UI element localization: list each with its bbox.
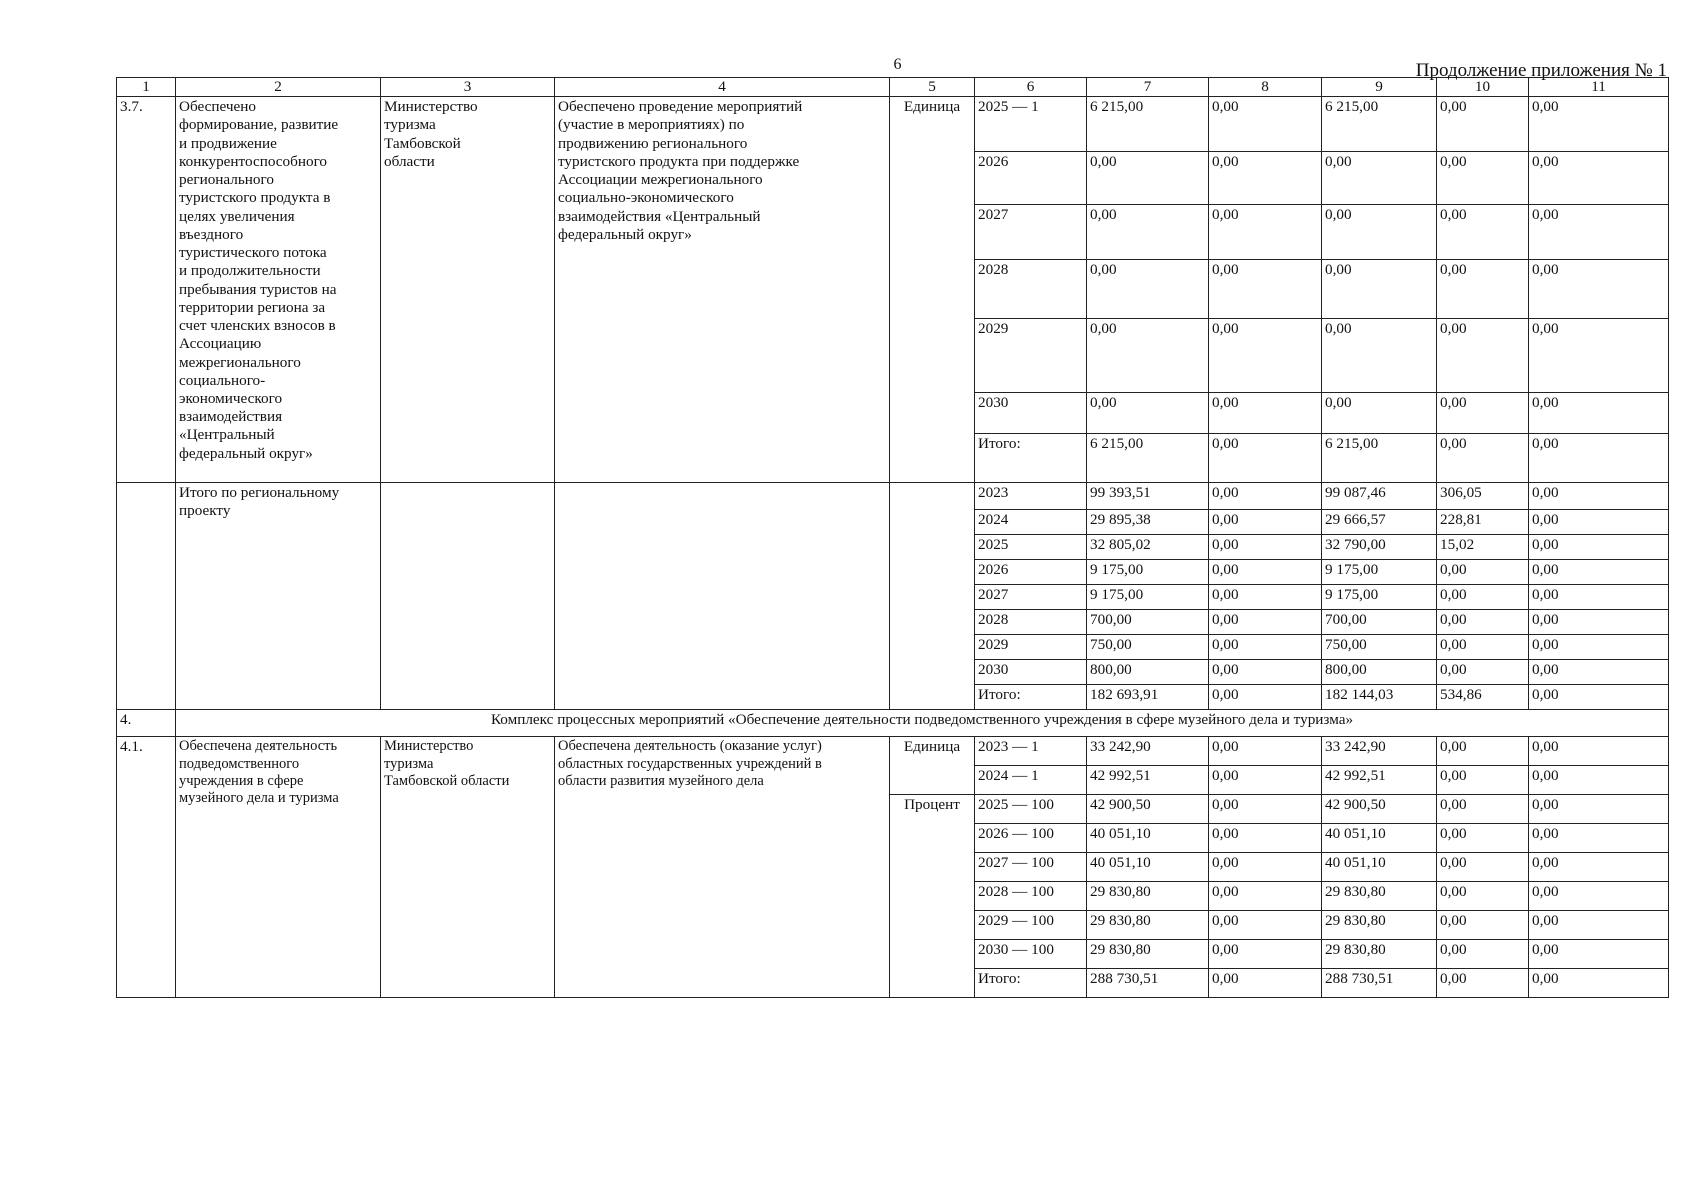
col-header: 2 <box>176 78 381 97</box>
value-cell: 0,00 <box>1529 969 1669 998</box>
col-header: 10 <box>1437 78 1529 97</box>
value-cell: 0,00 <box>1437 610 1529 635</box>
value-cell: 0,00 <box>1209 434 1322 483</box>
value-cell: 0,00 <box>1209 685 1322 710</box>
value-cell: 29 895,38 <box>1087 510 1209 535</box>
value-cell: 15,02 <box>1437 535 1529 560</box>
value-cell: 0,00 <box>1529 882 1669 911</box>
value-cell: 0,00 <box>1437 660 1529 685</box>
year-cell: 2026 <box>975 152 1087 205</box>
value-cell: 6 215,00 <box>1322 97 1437 152</box>
table-row <box>117 483 1669 510</box>
value-cell: 6 215,00 <box>1322 434 1437 483</box>
value-cell: 42 992,51 <box>1322 766 1437 795</box>
value-cell: 0,00 <box>1529 660 1669 685</box>
page-number: 6 <box>893 56 902 73</box>
col-header: 3 <box>381 78 555 97</box>
value-cell: 0,00 <box>1437 393 1529 434</box>
value-cell: 42 900,50 <box>1322 795 1437 824</box>
value-cell: 0,00 <box>1437 824 1529 853</box>
value-cell: 0,00 <box>1209 535 1322 560</box>
value-cell: 0,00 <box>1437 940 1529 969</box>
year-cell: 2026 <box>975 560 1087 585</box>
value-cell: 29 830,80 <box>1322 911 1437 940</box>
value-cell: 0,00 <box>1529 260 1669 319</box>
value-cell: 306,05 <box>1437 483 1529 510</box>
value-cell: 0,00 <box>1322 205 1437 260</box>
value-cell: 0,00 <box>1529 560 1669 585</box>
value-cell: 0,00 <box>1529 152 1669 205</box>
value-cell: 0,00 <box>1437 737 1529 766</box>
col-header: 4 <box>555 78 890 97</box>
value-cell: 0,00 <box>1322 393 1437 434</box>
col-header: 6 <box>975 78 1087 97</box>
row-number: 4. <box>117 710 176 737</box>
value-cell: 0,00 <box>1529 911 1669 940</box>
year-cell: 2030 <box>975 660 1087 685</box>
value-cell: 0,00 <box>1529 610 1669 635</box>
value-cell: 0,00 <box>1087 393 1209 434</box>
value-cell: 288 730,51 <box>1087 969 1209 998</box>
year-cell: 2025 — 100 <box>975 795 1087 824</box>
value-cell: 0,00 <box>1437 882 1529 911</box>
value-cell: 0,00 <box>1529 319 1669 393</box>
value-cell: 0,00 <box>1437 585 1529 610</box>
regional-total-label: Итого по региональному проекту <box>176 483 381 710</box>
value-cell: 0,00 <box>1437 152 1529 205</box>
value-cell: 700,00 <box>1087 610 1209 635</box>
value-cell: 9 175,00 <box>1087 560 1209 585</box>
row-number: 3.7. <box>117 97 176 483</box>
value-cell: 750,00 <box>1322 635 1437 660</box>
col-header: 5 <box>890 78 975 97</box>
value-cell: 0,00 <box>1087 152 1209 205</box>
value-cell: 0,00 <box>1529 635 1669 660</box>
value-cell: 0,00 <box>1209 660 1322 685</box>
value-cell: 0,00 <box>1209 152 1322 205</box>
year-cell: 2024 — 1 <box>975 766 1087 795</box>
year-cell: 2023 — 1 <box>975 737 1087 766</box>
value-cell: 0,00 <box>1437 635 1529 660</box>
executor: Министерство туризма Тамбовской области <box>381 737 555 998</box>
value-cell: 0,00 <box>1209 853 1322 882</box>
value-cell: 0,00 <box>1529 795 1669 824</box>
year-cell: 2024 <box>975 510 1087 535</box>
value-cell: 29 830,80 <box>1087 882 1209 911</box>
year-cell: 2027 <box>975 585 1087 610</box>
value-cell: 0,00 <box>1437 766 1529 795</box>
value-cell: 700,00 <box>1322 610 1437 635</box>
value-cell: 0,00 <box>1087 205 1209 260</box>
value-cell: 0,00 <box>1437 969 1529 998</box>
year-cell: 2028 <box>975 260 1087 319</box>
value-cell: 0,00 <box>1437 205 1529 260</box>
value-cell: 99 087,46 <box>1322 483 1437 510</box>
value-cell: 0,00 <box>1529 510 1669 535</box>
year-cell: 2023 <box>975 483 1087 510</box>
value-cell: 0,00 <box>1437 97 1529 152</box>
total-label: Итого: <box>975 969 1087 998</box>
value-cell: 0,00 <box>1437 795 1529 824</box>
value-cell: 0,00 <box>1437 434 1529 483</box>
table-row <box>117 737 1669 766</box>
value-cell: 0,00 <box>1529 766 1669 795</box>
appendix-table <box>116 77 1669 998</box>
value-cell: 0,00 <box>1209 635 1322 660</box>
value-cell: 0,00 <box>1087 260 1209 319</box>
value-cell: 0,00 <box>1209 260 1322 319</box>
value-cell: 0,00 <box>1437 560 1529 585</box>
unit: Единица <box>890 737 975 795</box>
value-cell: 0,00 <box>1209 585 1322 610</box>
section-title: Комплекс процессных мероприятий «Обеспечение деятельности подведомственного учреждения в сфере музейного дела и туризма» <box>176 710 1669 737</box>
result-description <box>555 483 890 710</box>
total-label: Итого: <box>975 685 1087 710</box>
value-cell: 40 051,10 <box>1087 853 1209 882</box>
unit: Единица <box>890 97 975 483</box>
value-cell: 0,00 <box>1529 205 1669 260</box>
value-cell: 0,00 <box>1209 969 1322 998</box>
unit: Процент <box>890 795 975 998</box>
year-cell: 2027 <box>975 205 1087 260</box>
year-cell: 2029 — 100 <box>975 911 1087 940</box>
value-cell: 0,00 <box>1529 393 1669 434</box>
value-cell: 0,00 <box>1529 535 1669 560</box>
value-cell: 9 175,00 <box>1322 560 1437 585</box>
activity-name: Обеспечена деятельность подведомственного учреждения в сфере музейного дела и туризма <box>176 737 381 998</box>
year-cell: 2025 — 1 <box>975 97 1087 152</box>
value-cell: 228,81 <box>1437 510 1529 535</box>
executor <box>381 483 555 710</box>
value-cell: 9 175,00 <box>1322 585 1437 610</box>
value-cell: 0,00 <box>1209 610 1322 635</box>
value-cell: 0,00 <box>1529 434 1669 483</box>
value-cell: 40 051,10 <box>1322 853 1437 882</box>
value-cell: 0,00 <box>1209 766 1322 795</box>
value-cell: 0,00 <box>1209 393 1322 434</box>
col-header: 9 <box>1322 78 1437 97</box>
value-cell: 182 144,03 <box>1322 685 1437 710</box>
value-cell: 0,00 <box>1209 483 1322 510</box>
total-label: Итого: <box>975 434 1087 483</box>
value-cell: 0,00 <box>1087 319 1209 393</box>
value-cell: 0,00 <box>1209 795 1322 824</box>
year-cell: 2025 <box>975 535 1087 560</box>
col-header: 7 <box>1087 78 1209 97</box>
value-cell: 0,00 <box>1209 940 1322 969</box>
value-cell: 42 900,50 <box>1087 795 1209 824</box>
value-cell: 0,00 <box>1529 853 1669 882</box>
result-description: Обеспечено проведение мероприятий (участие в мероприятиях) по продвижению регионального туристского продукта при поддержке Ассоциации межрегионального социально-экономического взаимодействия «Центральный федеральный округ» <box>555 97 890 483</box>
value-cell: 0,00 <box>1209 510 1322 535</box>
value-cell: 534,86 <box>1437 685 1529 710</box>
activity-name: Обеспечено формирование, развитие и продвижение конкурентоспособного регионального туристского продукта в целях увеличения въездного туристического потока и продолжительности пребывания туристов на территории региона за счет членских взносов в Ассоциацию межрегионального социального- экономического взаимодействия «Центральный федеральный округ» <box>176 97 381 483</box>
value-cell: 0,00 <box>1437 260 1529 319</box>
value-cell: 29 830,80 <box>1087 911 1209 940</box>
value-cell: 800,00 <box>1322 660 1437 685</box>
year-cell: 2030 <box>975 393 1087 434</box>
row-number <box>117 483 176 710</box>
value-cell: 99 393,51 <box>1087 483 1209 510</box>
row-number: 4.1. <box>117 737 176 998</box>
col-header: 8 <box>1209 78 1322 97</box>
value-cell: 29 830,80 <box>1322 940 1437 969</box>
value-cell: 0,00 <box>1209 205 1322 260</box>
value-cell: 0,00 <box>1529 737 1669 766</box>
value-cell: 0,00 <box>1209 911 1322 940</box>
value-cell: 0,00 <box>1209 882 1322 911</box>
value-cell: 29 666,57 <box>1322 510 1437 535</box>
result-description: Обеспечена деятельность (оказание услуг) областных государственных учреждений в области развития музейного дела <box>555 737 890 998</box>
value-cell: 800,00 <box>1087 660 1209 685</box>
value-cell: 0,00 <box>1209 737 1322 766</box>
year-cell: 2028 <box>975 610 1087 635</box>
value-cell: 182 693,91 <box>1087 685 1209 710</box>
value-cell: 0,00 <box>1437 853 1529 882</box>
value-cell: 0,00 <box>1437 319 1529 393</box>
value-cell: 0,00 <box>1209 560 1322 585</box>
year-cell: 2030 — 100 <box>975 940 1087 969</box>
column-numbers-row <box>117 78 1669 97</box>
year-cell: 2029 <box>975 635 1087 660</box>
value-cell: 0,00 <box>1322 152 1437 205</box>
table-row <box>117 97 1669 152</box>
value-cell: 0,00 <box>1322 260 1437 319</box>
unit <box>890 483 975 710</box>
year-cell: 2026 — 100 <box>975 824 1087 853</box>
value-cell: 29 830,80 <box>1322 882 1437 911</box>
value-cell: 32 790,00 <box>1322 535 1437 560</box>
value-cell: 29 830,80 <box>1087 940 1209 969</box>
value-cell: 750,00 <box>1087 635 1209 660</box>
value-cell: 0,00 <box>1209 97 1322 152</box>
value-cell: 0,00 <box>1529 585 1669 610</box>
value-cell: 0,00 <box>1437 911 1529 940</box>
year-cell: 2029 <box>975 319 1087 393</box>
col-header: 1 <box>117 78 176 97</box>
year-cell: 2028 — 100 <box>975 882 1087 911</box>
continuation-label: Продолжение приложения № 1 <box>1415 60 1667 81</box>
value-cell: 33 242,90 <box>1087 737 1209 766</box>
value-cell: 288 730,51 <box>1322 969 1437 998</box>
section-row <box>117 710 1669 737</box>
col-header: 11 <box>1529 78 1669 97</box>
value-cell: 40 051,10 <box>1087 824 1209 853</box>
value-cell: 0,00 <box>1529 483 1669 510</box>
value-cell: 9 175,00 <box>1087 585 1209 610</box>
value-cell: 6 215,00 <box>1087 97 1209 152</box>
value-cell: 0,00 <box>1209 824 1322 853</box>
value-cell: 32 805,02 <box>1087 535 1209 560</box>
value-cell: 0,00 <box>1529 685 1669 710</box>
value-cell: 33 242,90 <box>1322 737 1437 766</box>
value-cell: 0,00 <box>1529 824 1669 853</box>
value-cell: 6 215,00 <box>1087 434 1209 483</box>
value-cell: 0,00 <box>1209 319 1322 393</box>
value-cell: 42 992,51 <box>1087 766 1209 795</box>
value-cell: 0,00 <box>1529 940 1669 969</box>
executor: Министерство туризма Тамбовской области <box>381 97 555 483</box>
year-cell: 2027 — 100 <box>975 853 1087 882</box>
value-cell: 0,00 <box>1322 319 1437 393</box>
value-cell: 0,00 <box>1529 97 1669 152</box>
value-cell: 40 051,10 <box>1322 824 1437 853</box>
